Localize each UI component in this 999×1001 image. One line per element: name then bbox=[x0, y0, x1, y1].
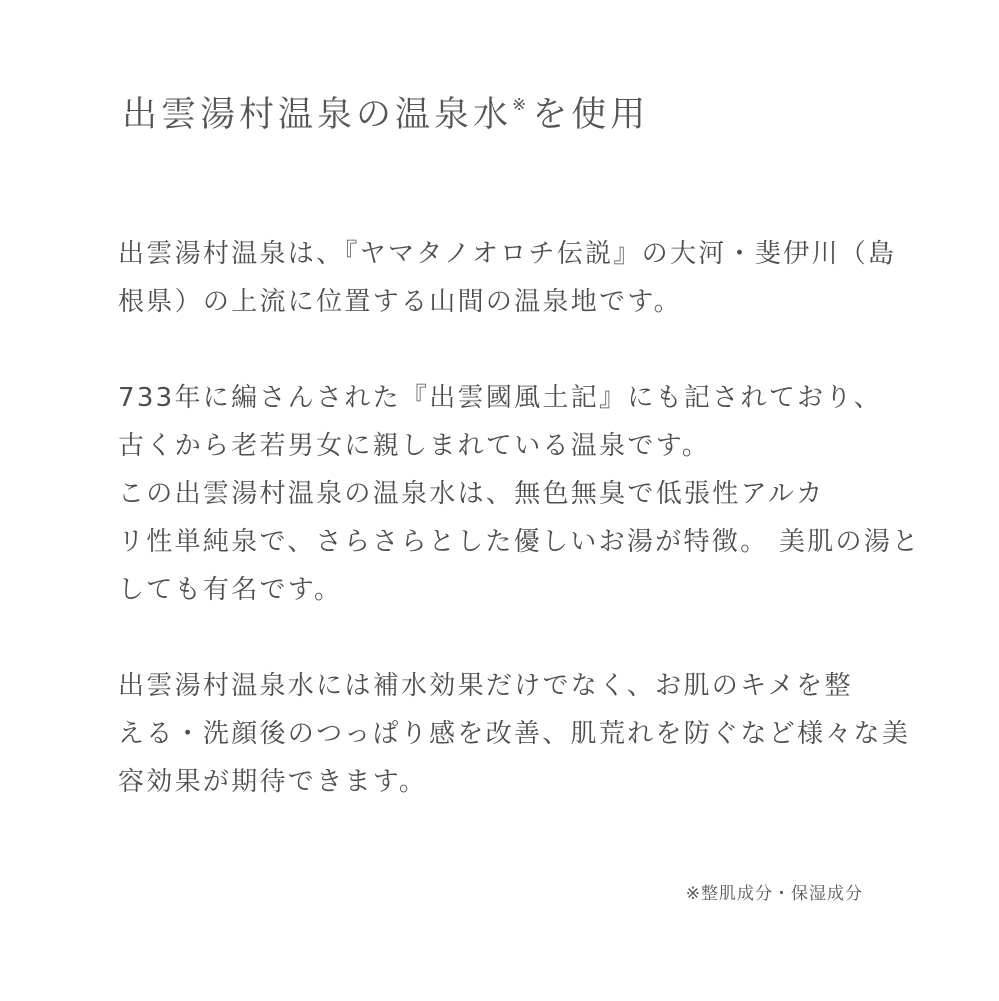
paragraph-history bbox=[118, 230, 897, 326]
page-title bbox=[122, 94, 649, 136]
paragraph-description bbox=[118, 374, 921, 614]
paragraph-line: 出雲湯村温泉は、『ヤマタノオロチ伝説』の大河・斐伊川（島 bbox=[118, 239, 897, 269]
title-footnote-mark: ※ bbox=[512, 95, 527, 115]
paragraph-line: 根県）の上流に位置する山間の温泉地です。 bbox=[118, 287, 682, 317]
paragraph-line: 容効果が期待できます。 bbox=[118, 767, 428, 797]
paragraph-line: リ性単純泉で、さらさらとした優しいお湯が特徴。 美肌の湯と bbox=[118, 527, 921, 557]
paragraph-line: しても有名です。 bbox=[118, 575, 343, 605]
paragraph-line: この出雲湯村温泉の温泉水は、無色無臭で低張性アルカ bbox=[118, 479, 825, 509]
paragraph-benefits bbox=[118, 662, 911, 806]
title-text: 出雲湯村温泉の温泉水 bbox=[122, 95, 513, 135]
paragraph-line: 出雲湯村温泉水には補水効果だけでなく、お肌のキメを整 bbox=[118, 671, 853, 701]
title-suffix: を使用 bbox=[532, 95, 650, 135]
footnote: ※整肌成分・保湿成分 bbox=[685, 884, 863, 904]
paragraph-line: える・洗顔後のつっぱり感を改善、肌荒れを防ぐなど様々な美 bbox=[118, 719, 911, 749]
paragraph-line: 古くから老若男女に親しまれている温泉です。 bbox=[118, 431, 711, 461]
paragraph-line: 733年に編さんされた『出雲國風土記』にも記されており、 bbox=[118, 383, 883, 413]
